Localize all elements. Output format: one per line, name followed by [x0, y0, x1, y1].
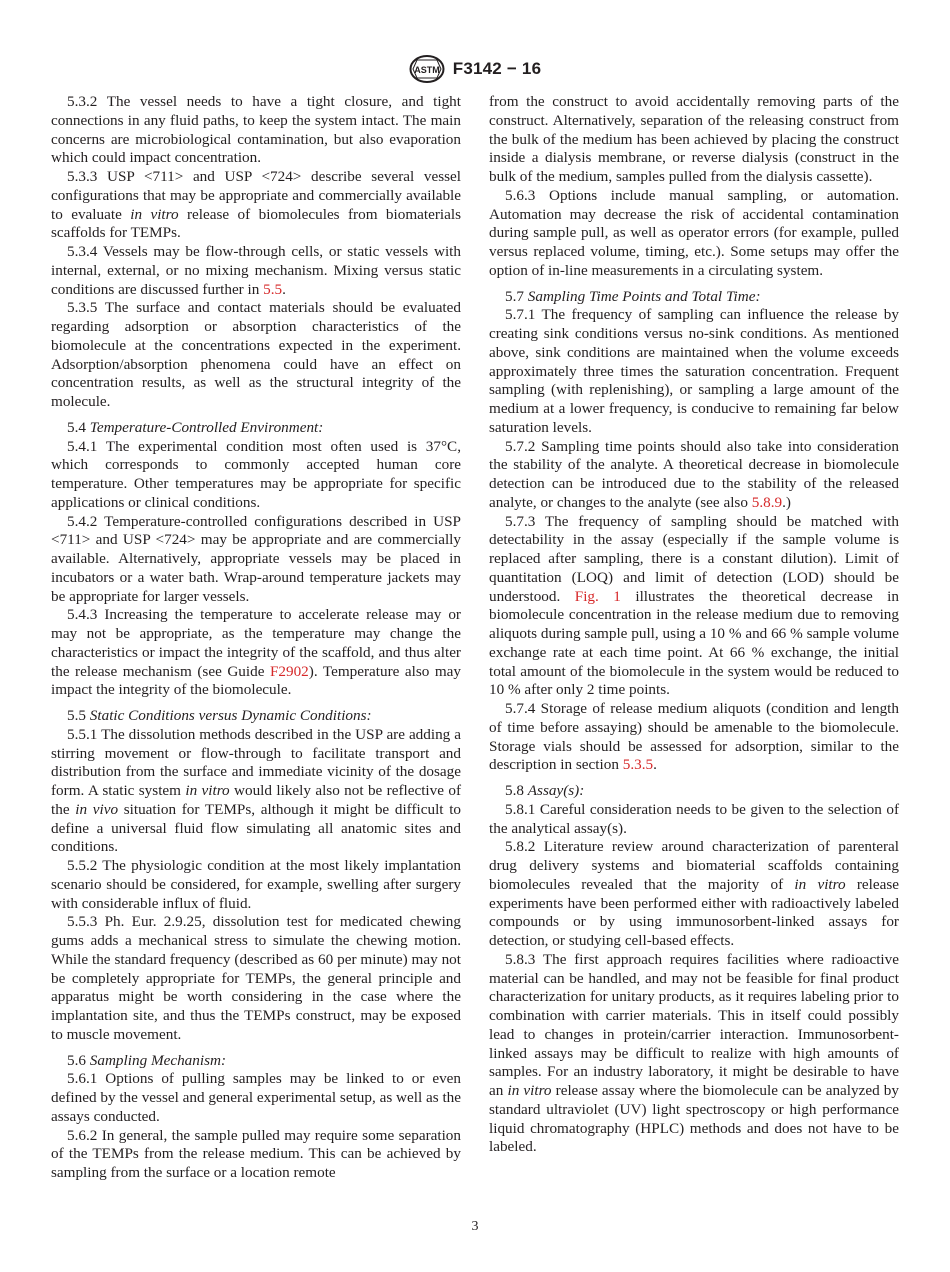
astm-logo	[409, 54, 445, 84]
paragraph-5-4-1: 5.4.1 The experimental condition most often used is 37°C, which corresponds to commonly accepted human core temperature. Other temperatures may be appropriate for specific applications or clinical conditions.	[51, 437, 461, 511]
paragraph-5-8-3: 5.8.3 The first approach requires facilities where radioactive material can be handled, and may not be feasible for final product characterization for unitary products, as it requires labeling prior to combination with carrier materials. This in itself could possibly lead to changes in protein/carrier interaction. Immunosorbent-linked assays may be difficult to realize with high amounts of samples. For an industry laboratory, it might be desirable to have an in vitro release assay where the biomolecule can be analyzed by standard ultraviolet (UV) light spectroscopy or high performance liquid chromatography (HPLC) methods and does not have to be labeled.	[489, 950, 899, 1156]
paragraph-5-4-3: 5.4.3 Increasing the temperature to accelerate release may or may not be appropriate, as the temperature may change the characteristics or impact the integrity of the scaffold, and thus alter the release mechanism (see Guide F2902). Temperature also may impact the integrity of the biomolecule.	[51, 606, 461, 699]
section-link-5-3-5[interactable]: 5.3.5	[622, 756, 654, 774]
figure-link-fig-1[interactable]: Fig. 1	[574, 587, 621, 605]
section-link-5-8-9[interactable]: 5.8.9	[751, 493, 783, 511]
paragraph-5-7-2: 5.7.2 Sampling time points should also take into consideration the stability of the analyte. A theoretical decrease in biomolecule detection can be introduced due to the stability of the released analyte, or changes to the analyte (see also 5.8.9.)	[489, 437, 899, 511]
paragraph-5-3-4: 5.3.4 Vessels may be flow-through cells, or static vessels with internal, external, or no mixing mechanism. Mixing versus static conditions are discussed further in 5.5.	[51, 243, 461, 298]
section-heading-5-4: 5.4 Temperature-Controlled Environment:	[67, 418, 324, 436]
paragraph-5-6-2-continued: from the construct to avoid accidentally removing parts of the construct. Alternatively, separation of the releasing construct from the bulk of the medium has been achieved by placing the construct inside a dialysis membrane, or reverse dialysis (construct in the bulk of the medium, samples pulled from the dialysis cassette).	[489, 93, 899, 185]
paragraph-5-5-2: 5.5.2 The physiologic condition at the most likely implantation scenario should be considered, for example, swelling after surgery with considerable influx of fluid.	[51, 857, 461, 912]
paragraph-5-4-2: 5.4.2 Temperature-controlled configurations described in USP <711> and USP <724> may be appropriate and are commercially available. Alternatively, appropriate vessels may be placed in incubators or a water bath. Wrap-around temperature jackets may be appropriate for larger vessels.	[51, 512, 461, 605]
paragraph-5-6-3: 5.6.3 Options include manual sampling, or automation. Automation may decrease the risk of accidental contamination during sample pull, as well as operator errors (for example, pulled versus replaced volume, timing, etc.). Some setups may offer the option of in-line measurements in a circulating system.	[489, 186, 899, 279]
page-number: 3	[471, 1219, 479, 1234]
paragraph-5-3-3: 5.3.3 USP <711> and USP <724> describe several vessel configurations that may be appropriate and commercially available to evaluate in vitro release of biomolecules from biomaterials scaffolds for TEMPs.	[51, 168, 462, 242]
paragraph-5-5-1: 5.5.1 The dissolution methods described in the USP are adding a stirring movement or flow-through to facilitate transport and distribution from the surface and immediate vicinity of the dosage form. A static system in vitro would likely also not be reflective of the in vivo situation for TEMPs, although it might be difficult to define a universal fluid flow simulating all anatomic sites and conditions.	[51, 725, 462, 856]
document-id: F3142 − 16	[452, 59, 542, 78]
paragraph-5-7-4: 5.7.4 Storage of release medium aliquots (condition and length of time before assaying) should be amenable to the biomolecule. Storage vials should be assessed for adsorption, similar to the description in section 5.3.5.	[489, 700, 899, 774]
paragraph-5-3-5: 5.3.5 The surface and contact materials should be evaluated regarding adsorption or absorption characteristics of the biomolecule at the concentrations expected in the experiment. Adsorption/absorption phenomena could have an effect on concentration results, as well as the structural integrity of the molecule.	[51, 299, 461, 410]
paragraph-5-8-2: 5.8.2 Literature review around characterization of parenteral drug delivery systems and biomaterial scaffolds containing biomolecules revealed that the majority of in vitro release experiments have been performed either with radioactively labeled compounds or by using immunosorbent-linked assays for detection, or studying cell-based effects.	[489, 838, 900, 949]
guide-link-f2902[interactable]: F2902	[269, 662, 309, 680]
section-heading-5-8: 5.8 Assay(s):	[505, 782, 585, 799]
paragraph-5-5-3: 5.5.3 Ph. Eur. 2.9.25, dissolution test for medicated chewing gums adds a mechanical stress to simulate the chewing motion. While the standard frequency (described as 60 per minute) may not be completely appropriate for TEMPs, the general principle and apparatus might be worth considering in the case where the implantation site, and thus the TEMPs construct, may be exposed to muscle movement.	[51, 913, 461, 1043]
paragraph-5-7-1: 5.7.1 The frequency of sampling can influence the release by creating sink conditions versus no-sink conditions. As mentioned above, sink conditions are maintained when the volume exceeds approximately three times the saturation concentration. Frequent sampling (with replenishing), or sampling a large amount of the medium at a lower frequency, is conducive to remaining far below saturation levels.	[489, 306, 899, 436]
paragraph-5-6-1: 5.6.1 Options of pulling samples may be linked to or even defined by the vessel and general experimental setup, as well as the assays conducted.	[51, 1070, 461, 1125]
paragraph-5-7-3: 5.7.3 The frequency of sampling should be matched with detectability in the assay (especially if the sample volume is replaced after sampling, there is a constant dilution). Limit of quantitation (LOQ) and limit of detection (LOD) should be understood. Fig. 1 illustrates the theoretical decrease in biomolecule concentration in the release medium due to removing aliquots during sample pull, using a 10 % and 66 % sample volume exchange rate at each time point. At 66 % exchange, the initial total amount of the biomolecule in the system would be reduced to 10 % after only 2 time points.	[489, 512, 899, 699]
paragraph-5-6-2: 5.6.2 In general, the sample pulled may require some separation of the TEMPs from the release medium. This can be achieved by sampling from the surface or a location remote	[51, 1126, 461, 1181]
page-header	[0, 52, 950, 86]
left-column	[51, 93, 461, 1183]
section-link-5-5[interactable]: 5.5	[263, 280, 283, 298]
paragraph-5-3-2: 5.3.2 The vessel needs to have a tight closure, and tight connections in any fluid paths, to keep the system intact. The main concerns are microbiological contamination, but also evaporation which could impact concentration.	[51, 93, 461, 167]
right-column	[489, 93, 899, 1157]
section-heading-5-6: 5.6 Sampling Mechanism:	[67, 1051, 227, 1069]
paragraph-5-8-1: 5.8.1 Careful consideration needs to be given to the selection of the analytical assay(s).	[489, 800, 899, 837]
logo-text: ASTM	[414, 65, 440, 75]
section-heading-5-5: 5.5 Static Conditions versus Dynamic Conditions:	[67, 707, 372, 724]
section-heading-5-7: 5.7 Sampling Time Points and Total Time:	[505, 287, 761, 305]
